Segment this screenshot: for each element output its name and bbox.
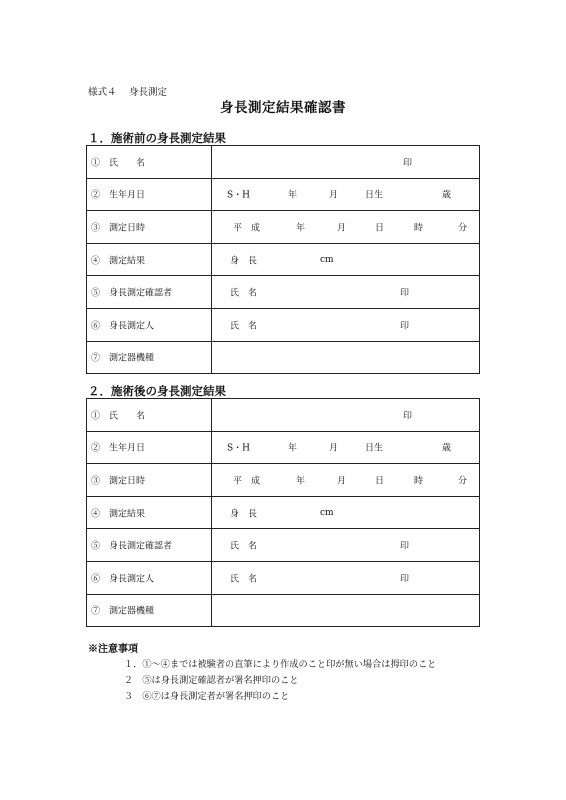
date-hour-unit: 時 xyxy=(414,476,424,487)
confirmer-field[interactable] xyxy=(212,529,480,562)
form-table-after xyxy=(86,398,480,627)
name-label: ① 氏 名 xyxy=(87,399,212,432)
birthdate-label: ② 生年月日 xyxy=(87,431,212,464)
row-measure-date xyxy=(87,464,480,497)
row-birthdate xyxy=(87,178,480,211)
note-item: １．①～④までは被験者の直筆により作成のこと印が無い場合は拇印のこと xyxy=(124,659,437,670)
measurer-name-label: 氏 名 xyxy=(230,321,258,332)
date-minute-unit: 分 xyxy=(458,476,468,487)
measurer-label: ⑥ 身長測定人 xyxy=(87,308,212,341)
row-result xyxy=(87,243,480,276)
row-measure-date xyxy=(87,211,480,244)
measure-date-field[interactable] xyxy=(212,464,480,497)
date-year-unit: 年 xyxy=(296,476,306,487)
measurer-field[interactable] xyxy=(212,308,480,341)
birth-year-unit: 年 xyxy=(288,190,298,201)
measure-date-label: ③ 測定日時 xyxy=(87,211,212,244)
date-minute-unit: 分 xyxy=(458,223,468,234)
name-field[interactable] xyxy=(212,146,480,179)
birthdate-field[interactable] xyxy=(212,431,480,464)
height-label: 身 長 xyxy=(230,509,258,520)
seal-mark: 印 xyxy=(400,288,410,299)
birth-era: S・H xyxy=(227,443,251,454)
notes-title: ※注意事項 xyxy=(88,644,138,655)
measurer-name-label: 氏 名 xyxy=(230,574,258,585)
seal-mark: 印 xyxy=(403,158,413,169)
height-unit: cm xyxy=(320,507,334,518)
age-unit: 歳 xyxy=(442,190,452,201)
height-unit: cm xyxy=(320,254,334,265)
birth-day-unit: 日生 xyxy=(365,443,384,454)
measure-date-field[interactable] xyxy=(212,211,480,244)
confirmer-label: ⑤ 身長測定確認者 xyxy=(87,276,212,309)
row-device xyxy=(87,594,480,627)
note-item: ２ ⑤は身長測定確認者が署名押印のこと xyxy=(124,675,299,686)
age-unit: 歳 xyxy=(442,443,452,454)
device-field[interactable] xyxy=(212,341,480,374)
date-year-unit: 年 xyxy=(296,223,306,234)
seal-mark: 印 xyxy=(400,541,410,552)
seal-mark: 印 xyxy=(403,411,413,422)
result-field[interactable] xyxy=(212,243,480,276)
result-label: ④ 測定結果 xyxy=(87,496,212,529)
birthdate-label: ② 生年月日 xyxy=(87,178,212,211)
date-era: 平 成 xyxy=(233,223,261,234)
date-month-unit: 月 xyxy=(337,223,347,234)
measurer-label: ⑥ 身長測定人 xyxy=(87,561,212,594)
date-hour-unit: 時 xyxy=(414,223,424,234)
note-item: ３ ⑥⑦は身長測定者が署名押印のこと xyxy=(124,691,290,702)
row-confirmer xyxy=(87,529,480,562)
section-title-before: １．施術前の身長測定結果 xyxy=(88,131,226,145)
row-birthdate xyxy=(87,431,480,464)
document-title: 身長測定結果確認書 xyxy=(220,100,346,116)
section-title-after: ２．施術後の身長測定結果 xyxy=(88,384,226,398)
name-field[interactable] xyxy=(212,399,480,432)
result-label: ④ 測定結果 xyxy=(87,243,212,276)
date-day-unit: 日 xyxy=(375,476,385,487)
measure-date-label: ③ 測定日時 xyxy=(87,464,212,497)
row-result xyxy=(87,496,480,529)
device-label: ⑦ 測定器機種 xyxy=(87,341,212,374)
row-device xyxy=(87,341,480,374)
birth-month-unit: 月 xyxy=(329,443,339,454)
confirmer-label: ⑤ 身長測定確認者 xyxy=(87,529,212,562)
birth-era: S・H xyxy=(227,190,251,201)
measurer-field[interactable] xyxy=(212,561,480,594)
birth-month-unit: 月 xyxy=(329,190,339,201)
confirmer-name-label: 氏 名 xyxy=(230,541,258,552)
row-confirmer xyxy=(87,276,480,309)
row-name xyxy=(87,146,480,179)
device-label: ⑦ 測定器機種 xyxy=(87,594,212,627)
date-month-unit: 月 xyxy=(337,476,347,487)
row-measurer xyxy=(87,308,480,341)
birth-year-unit: 年 xyxy=(288,443,298,454)
row-name xyxy=(87,399,480,432)
form-id: 様式４ 身長測定 xyxy=(88,87,168,98)
device-field[interactable] xyxy=(212,594,480,627)
date-day-unit: 日 xyxy=(375,223,385,234)
date-era: 平 成 xyxy=(233,476,261,487)
confirmer-field[interactable] xyxy=(212,276,480,309)
row-measurer xyxy=(87,561,480,594)
height-label: 身 長 xyxy=(230,256,258,267)
seal-mark: 印 xyxy=(400,574,410,585)
name-label: ① 氏 名 xyxy=(87,146,212,179)
result-field[interactable] xyxy=(212,496,480,529)
birthdate-field[interactable] xyxy=(212,178,480,211)
confirmer-name-label: 氏 名 xyxy=(230,288,258,299)
form-table-before xyxy=(86,145,480,374)
seal-mark: 印 xyxy=(400,321,410,332)
birth-day-unit: 日生 xyxy=(365,190,384,201)
